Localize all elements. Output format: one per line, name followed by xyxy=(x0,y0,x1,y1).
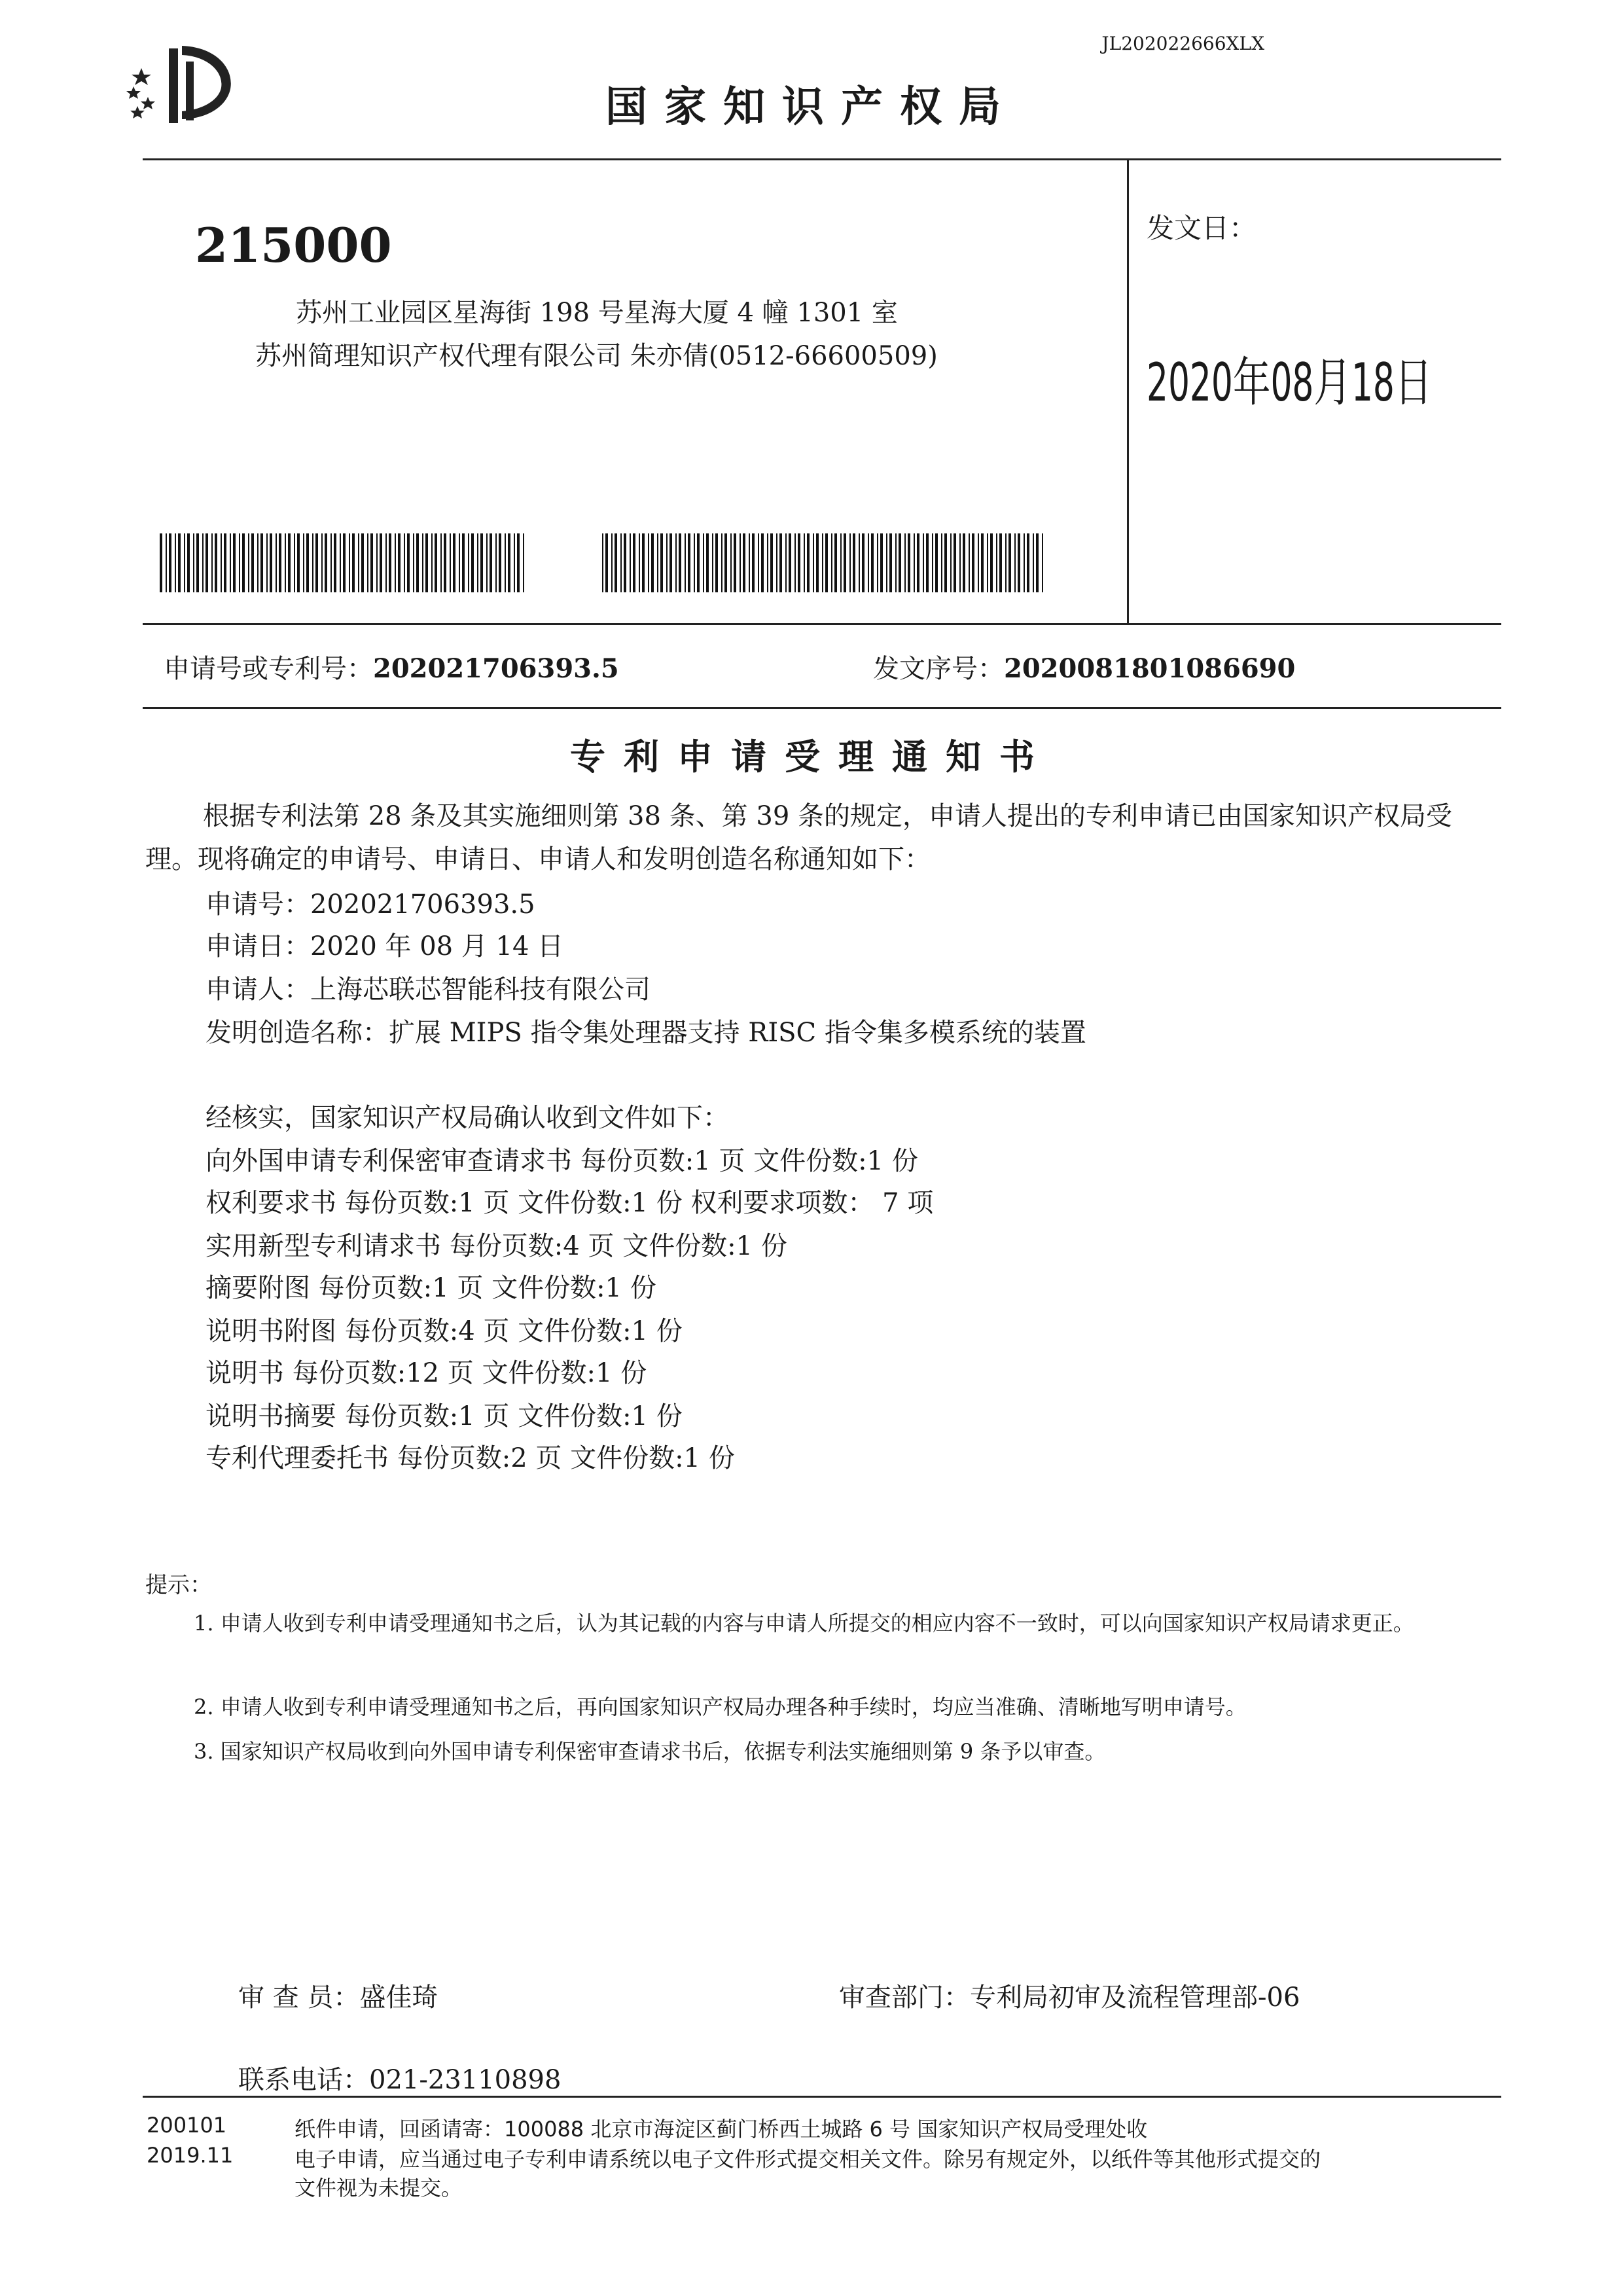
barcode-bar xyxy=(840,533,842,592)
barcode-bar xyxy=(276,533,277,592)
barcode-bar xyxy=(620,533,622,592)
barcode-bar xyxy=(904,533,906,592)
barcode-bar xyxy=(972,533,974,592)
footer-line-3: 文件视为未提交。 xyxy=(294,2176,463,2200)
barcode-bar xyxy=(853,533,855,592)
barcode-bar xyxy=(306,533,309,592)
examiner-name: 盛佳琦 xyxy=(359,1982,438,2013)
barcode-bar xyxy=(639,533,640,592)
barcode-bar xyxy=(813,533,814,592)
barcode-bar xyxy=(944,533,947,592)
barcode-bar xyxy=(404,533,405,592)
barcode-bar xyxy=(352,533,355,592)
barcode-bar xyxy=(807,533,810,592)
tip-item: 2. 申请人收到专利申请受理通知书之后，再向国家知识产权局办理各种手续时，均应当准确、清晰地写明申请号。 xyxy=(194,1695,1247,1719)
barcode-bar xyxy=(435,533,437,592)
barcode-bar xyxy=(251,533,254,592)
tips-heading: 提示： xyxy=(145,1572,212,1598)
barcode-bar xyxy=(804,533,805,592)
barcode-bar xyxy=(358,533,359,592)
barcode-bar xyxy=(712,533,713,592)
received-file: 说明书 每份页数:12 页 文件份数:1 份 xyxy=(205,1358,647,1388)
barcode-bar xyxy=(844,533,846,592)
examiner-label: 审 查 员： xyxy=(238,1982,360,2013)
barcode-bar xyxy=(233,533,236,592)
barcode-bar xyxy=(211,533,213,592)
barcode-bar xyxy=(679,533,681,592)
barcode-bar xyxy=(395,533,396,592)
barcode-bar xyxy=(752,533,755,592)
issue-date-value: 2020年08月18日 xyxy=(1147,352,1433,413)
barcode-bar xyxy=(950,533,952,592)
barcode-bar xyxy=(285,533,286,592)
issue-serial-label: 发文序号： xyxy=(873,654,1004,684)
application-number-value: 202021706393.5 xyxy=(373,653,619,684)
barcode-bar xyxy=(169,533,171,592)
barcode-bar xyxy=(1036,533,1039,592)
barcode-bar xyxy=(895,533,897,592)
barcode-bar xyxy=(517,533,520,592)
barcode-bar xyxy=(440,533,442,592)
barcode-bar xyxy=(996,533,997,592)
barcode-bar xyxy=(1033,533,1034,592)
barcode-bar xyxy=(407,533,410,592)
barcode-bar xyxy=(605,533,608,592)
barcode-bar xyxy=(425,533,428,592)
barcode-bar xyxy=(523,533,524,592)
barcode-bar xyxy=(340,533,341,592)
received-intro: 经核实，国家知识产权局确认收到文件如下： xyxy=(205,1103,729,1133)
barcode-bar xyxy=(877,533,878,592)
barcode-bar xyxy=(798,533,800,592)
barcode-bar xyxy=(789,533,791,592)
barcode-bar xyxy=(266,533,268,592)
barcode-bar xyxy=(508,533,510,592)
barcode-bar xyxy=(413,533,414,592)
barcode-bar xyxy=(868,533,869,592)
address-line-2: 苏州简理知识产权代理有限公司 朱亦倩(0512-66600509) xyxy=(255,341,938,371)
field-application-date: 申请日：2020 年 08 月 14 日 xyxy=(205,931,564,961)
barcode-bar xyxy=(459,533,460,592)
issue-serial-number xyxy=(873,648,1295,685)
footer-line-1: 纸件申请，回函请寄：100088 北京市海淀区蓟门桥西土城路 6 号 国家知识产权局受理处收 xyxy=(294,2117,1148,2142)
barcode-bar xyxy=(917,533,919,592)
issue-date-label: 发文日： xyxy=(1147,212,1257,244)
received-file: 说明书摘要 每份页数:1 页 文件份数:1 份 xyxy=(205,1401,683,1431)
barcode-bar xyxy=(740,533,741,592)
barcode-bar xyxy=(724,533,727,592)
footer-code-1: 200101 xyxy=(147,2113,227,2138)
barcode-bar xyxy=(505,533,506,592)
barcode-bar xyxy=(770,533,773,592)
barcode-bar xyxy=(205,533,208,592)
barcode-bar xyxy=(398,533,401,592)
tip-item: 3. 国家知识产权局收到向外国申请专利保密审查请求书后，依据专利法实施细则第 9 条予以审查。 xyxy=(194,1739,1106,1764)
received-file: 说明书附图 每份页数:4 页 文件份数:1 份 xyxy=(205,1316,683,1346)
barcode-bar xyxy=(315,533,318,592)
barcode-bar xyxy=(761,533,764,592)
barcode-right xyxy=(602,533,1044,592)
barcode-bar xyxy=(166,533,167,592)
header-top-rule xyxy=(143,158,1501,160)
barcode-bar xyxy=(330,533,332,592)
barcode-bar xyxy=(886,533,887,592)
barcode-bar xyxy=(651,533,654,592)
barcode-bar xyxy=(932,533,933,592)
barcode-bar xyxy=(1014,533,1016,592)
barcode-bar xyxy=(370,533,373,592)
barcode-bar xyxy=(981,533,984,592)
barcode-bar xyxy=(969,533,970,592)
barcode-bar xyxy=(908,533,910,592)
footer-code-2: 2019.11 xyxy=(147,2143,234,2168)
barcode-bar xyxy=(776,533,777,592)
barcode-bar xyxy=(453,533,455,592)
barcode-bar xyxy=(685,533,686,592)
barcode-bar xyxy=(1008,533,1011,592)
barcode-bar xyxy=(990,533,993,592)
barcode-bar xyxy=(688,533,690,592)
barcode-bar xyxy=(193,533,194,592)
barcode-bar xyxy=(630,533,631,592)
barcode-bar xyxy=(1027,533,1029,592)
barcode-bar xyxy=(514,533,515,592)
field-application-no: 申请号：202021706393.5 xyxy=(205,889,535,920)
barcode-bar xyxy=(1042,533,1043,592)
examiner xyxy=(238,1977,438,2014)
barcode-bar xyxy=(462,533,465,592)
barcode-bar xyxy=(367,533,368,592)
barcode-bar xyxy=(196,533,199,592)
address-line-1: 苏州工业园区星海街 198 号星海大厦 4 幢 1301 室 xyxy=(296,298,898,328)
barcode-bar xyxy=(260,533,263,592)
received-file: 权利要求书 每份页数:1 页 文件份数:1 份 权利要求项数： 7 项 xyxy=(205,1188,934,1218)
barcode-bar xyxy=(312,533,313,592)
office-name: 国家知识产权局 xyxy=(605,83,1018,132)
barcode-bar xyxy=(758,533,759,592)
barcode-bar xyxy=(361,533,364,592)
received-file: 向外国申请专利保密审查请求书 每份页数:1 页 文件份数:1 份 xyxy=(205,1146,918,1176)
barcode-bar xyxy=(926,533,929,592)
barcode-bar xyxy=(431,533,433,592)
barcode-bar xyxy=(703,533,704,592)
barcode-bar xyxy=(1005,533,1007,592)
footer-line-2: 电子申请，应当通过电子专利申请系统以电子文件形式提交相关文件。除另有规定外，以纸件等其他形式提交的 xyxy=(294,2147,1321,2172)
barcode-bar xyxy=(675,533,677,592)
barcode-bar xyxy=(294,533,295,592)
received-file: 专利代理委托书 每份页数:2 页 文件份数:1 份 xyxy=(205,1443,735,1473)
barcode-bar xyxy=(389,533,391,592)
document-id: JL202022666XLX xyxy=(1101,33,1264,54)
barcode-bar xyxy=(660,533,663,592)
barcode-bar xyxy=(978,533,979,592)
barcode-bar xyxy=(602,533,603,592)
barcode-bar xyxy=(648,533,649,592)
barcode-bar xyxy=(471,533,474,592)
barcode-bar xyxy=(270,533,272,592)
barcode-bar xyxy=(822,533,823,592)
barcode-bar xyxy=(914,533,915,592)
notice-intro: 根据专利法第 28 条及其实施细则第 38 条、第 39 条的规定，申请人提出的专利申请已由国家知识产权局受理。现将确定的申请号、申请日、申请人和发明创造名称通知如下： xyxy=(145,801,1452,874)
barcode-bar xyxy=(730,533,732,592)
barcode-bar xyxy=(416,533,419,592)
barcode-bar xyxy=(871,533,874,592)
barcode-bar xyxy=(785,533,787,592)
barcode-bar xyxy=(325,533,327,592)
barcode-bar xyxy=(611,533,613,592)
barcode-bar xyxy=(230,533,231,592)
barcode-bar xyxy=(385,533,387,592)
barcode-bar xyxy=(376,533,378,592)
barcode-bar xyxy=(624,533,626,592)
barcode-bar xyxy=(899,533,901,592)
barcode-bar xyxy=(343,533,346,592)
postal-code: 215000 xyxy=(195,217,392,273)
barcode-bar xyxy=(749,533,750,592)
barcode-bar xyxy=(444,533,446,592)
department-name: 专利局初审及流程管理部-06 xyxy=(970,1982,1300,2013)
barcode-bar xyxy=(184,533,185,592)
barcode-bar xyxy=(422,533,423,592)
barcode-bar xyxy=(633,533,635,592)
barcode-bar xyxy=(297,533,300,592)
barcode-bar xyxy=(187,533,190,592)
barcode-bar xyxy=(935,533,938,592)
barcode-bar xyxy=(963,533,965,592)
barcode-bar xyxy=(349,533,350,592)
barcode-bar xyxy=(734,533,736,592)
barcode-bar xyxy=(767,533,768,592)
barcode-bar xyxy=(706,533,709,592)
barcode-bar xyxy=(248,533,249,592)
barcode-bar xyxy=(721,533,722,592)
barcode-bar xyxy=(303,533,304,592)
barcode-bar xyxy=(615,533,617,592)
barcode-bar xyxy=(923,533,924,592)
barcode-bar xyxy=(221,533,222,592)
barcode-left xyxy=(160,533,526,592)
footer-top-rule xyxy=(143,2096,1501,2098)
barcode-bar xyxy=(779,533,782,592)
field-applicant: 申请人：上海芯联芯智能科技有限公司 xyxy=(205,975,651,1005)
barcode-bar xyxy=(889,533,892,592)
barcode-bar xyxy=(657,533,658,592)
barcode-bar xyxy=(486,533,488,592)
barcode-bar xyxy=(954,533,956,592)
barcode-bar xyxy=(242,533,245,592)
barcode-bar xyxy=(495,533,497,592)
barcode-bar xyxy=(239,533,240,592)
barcode-bar xyxy=(697,533,700,592)
barcode-bar xyxy=(321,533,323,592)
barcode-bar xyxy=(794,533,796,592)
barcode-bar xyxy=(1024,533,1025,592)
field-invention-title: 发明创造名称：扩展 MIPS 指令集处理器支持 RISC 指令集多模系统的装置 xyxy=(205,1018,1086,1048)
barcode-bar xyxy=(178,533,181,592)
barcode-bar xyxy=(859,533,860,592)
barcode-bar xyxy=(202,533,204,592)
tip-item: 1. 申请人收到专利申请受理通知书之后，认为其记载的内容与申请人所提交的相应内容不一致时，可以向国家知识产权局请求更正。 xyxy=(194,1611,1414,1636)
barcode-bar xyxy=(880,533,883,592)
barcode-bar xyxy=(694,533,695,592)
header-bottom-rule xyxy=(143,623,1501,625)
application-number xyxy=(164,648,619,685)
phone-value: 021-23110898 xyxy=(369,2065,562,2095)
barcode-bar xyxy=(816,533,819,592)
phone-label: 联系电话： xyxy=(238,2065,369,2095)
application-number-label: 申请号或专利号： xyxy=(164,654,373,684)
notice-title: 专利申请受理通知书 xyxy=(570,736,1053,778)
barcode-bar xyxy=(715,533,718,592)
barcode-bar xyxy=(834,533,837,592)
barcode-bar xyxy=(941,533,942,592)
barcode-bar xyxy=(224,533,226,592)
barcode-bar xyxy=(666,533,668,592)
barcode-bar xyxy=(490,533,492,592)
department-label: 审查部门： xyxy=(839,1982,970,2013)
issue-serial-value: 2020081801086690 xyxy=(1004,653,1296,684)
barcode-bar xyxy=(1018,533,1020,592)
barcode-bar xyxy=(257,533,259,592)
barcode-bar xyxy=(477,533,478,592)
barcode-bar xyxy=(160,533,162,592)
contact-phone xyxy=(238,2059,561,2096)
barcode-bar xyxy=(499,533,501,592)
barcode-bar xyxy=(999,533,1002,592)
barcode-bar xyxy=(215,533,217,592)
barcode-bar xyxy=(862,533,865,592)
meta-bottom-rule xyxy=(143,707,1501,709)
barcode-bar xyxy=(288,533,291,592)
header-vertical-divider xyxy=(1127,158,1129,624)
barcode-bar xyxy=(334,533,336,592)
received-file: 实用新型专利请求书 每份页数:4 页 文件份数:1 份 xyxy=(205,1231,787,1261)
barcode-bar xyxy=(450,533,451,592)
barcode-bar xyxy=(669,533,672,592)
barcode-bar xyxy=(480,533,483,592)
received-file: 摘要附图 每份页数:1 页 文件份数:1 份 xyxy=(205,1273,656,1303)
barcode-bar xyxy=(175,533,176,592)
barcode-bar xyxy=(849,533,851,592)
barcode-bar xyxy=(743,533,745,592)
barcode-bar xyxy=(825,533,828,592)
barcode-bar xyxy=(987,533,988,592)
barcode-bar xyxy=(468,533,469,592)
barcode-bar xyxy=(831,533,832,592)
barcode-bar xyxy=(380,533,382,592)
barcode-bar xyxy=(279,533,281,592)
examining-department xyxy=(839,1977,1300,2014)
barcode-bar xyxy=(959,533,961,592)
barcode-bar xyxy=(642,533,645,592)
